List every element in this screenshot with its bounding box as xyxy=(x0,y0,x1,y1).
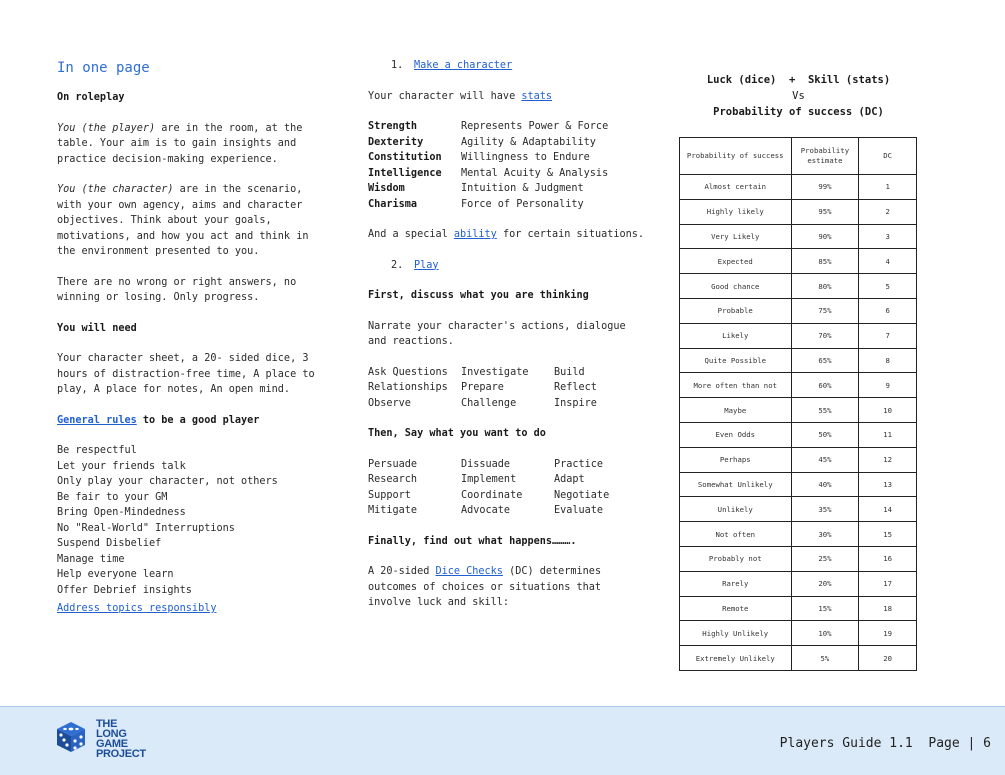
table-cell: Extremely Unlikely xyxy=(680,646,792,671)
table-cell: Probable xyxy=(680,298,792,323)
stat-desc: Intuition & Judgment xyxy=(461,183,584,194)
table-cell: 3 xyxy=(859,224,917,249)
table-cell: 11 xyxy=(859,422,917,447)
word-item: Support xyxy=(368,489,411,501)
table-row xyxy=(680,298,917,323)
table-cell: Remote xyxy=(680,596,792,621)
table-cell: Expected xyxy=(680,249,792,274)
table-cell: 45% xyxy=(791,447,859,472)
word-item: Ask Questions xyxy=(368,366,448,378)
table-cell: 20 xyxy=(859,646,917,671)
table-cell: Somewhat Unlikely xyxy=(680,472,792,497)
table-header-row xyxy=(680,138,917,175)
vs-line: Vs xyxy=(792,90,805,102)
table-cell: 10% xyxy=(791,621,859,646)
logo xyxy=(54,719,146,759)
word-item: Investigate xyxy=(461,366,529,378)
table-row xyxy=(680,348,917,373)
discuss-words xyxy=(368,365,648,412)
rule-item: Be fair to your GM xyxy=(57,491,168,503)
logo-line: THE xyxy=(96,718,118,730)
word-item: Implement xyxy=(461,474,517,485)
stats-intro-text: Your character will have xyxy=(368,90,522,102)
table-cell: Highly Unlikely xyxy=(680,621,792,646)
table-cell: Good chance xyxy=(680,274,792,299)
table-row xyxy=(680,646,917,671)
ability-post: for certain situations. xyxy=(496,229,645,240)
word-item: Negotiate xyxy=(554,489,610,501)
step2-number: 2. xyxy=(391,259,404,271)
stat-desc: Represents Power & Force xyxy=(461,121,609,132)
table-cell: Very Likely xyxy=(680,224,792,249)
table-cell: Highly likely xyxy=(680,199,792,224)
table-cell: 4 xyxy=(859,249,917,274)
ability-pre: And a special xyxy=(368,229,454,240)
table-row xyxy=(680,571,917,596)
table-row xyxy=(680,546,917,571)
table-cell: 2 xyxy=(859,199,917,224)
logo-line: LONG xyxy=(96,728,127,740)
table-cell: Maybe xyxy=(680,398,792,423)
word-item: Challenge xyxy=(461,397,517,409)
table-row xyxy=(680,398,917,423)
probability-heading xyxy=(680,72,917,120)
table-row xyxy=(680,497,917,522)
table-cell: 19 xyxy=(859,621,917,646)
column-header: Probability of success xyxy=(680,138,792,175)
dice-checks-link[interactable]: Dice Checks xyxy=(435,566,503,577)
table-row xyxy=(680,249,917,274)
stat-row xyxy=(368,166,648,182)
table-row xyxy=(680,422,917,447)
rule-item: Let your friends talk xyxy=(57,460,186,472)
table-cell: 40% xyxy=(791,472,859,497)
dice-paragraph xyxy=(368,564,648,611)
word-item: Observe xyxy=(368,397,411,409)
table-cell: 1 xyxy=(859,175,917,200)
table-cell: 75% xyxy=(791,298,859,323)
stat-row xyxy=(368,197,648,213)
step-play xyxy=(368,258,648,274)
table-cell: Not often xyxy=(680,522,792,547)
rules-heading-text: to be a good player xyxy=(136,414,260,426)
roleplay-heading: On roleplay xyxy=(57,92,125,103)
table-cell: 16 xyxy=(859,546,917,571)
rules-list xyxy=(57,443,327,598)
table-cell: 20% xyxy=(791,571,859,596)
table-cell: 15 xyxy=(859,522,917,547)
table-cell: Rarely xyxy=(680,571,792,596)
finally-heading: Finally, find out what happens………. xyxy=(368,535,577,547)
table-cell: 50% xyxy=(791,422,859,447)
dice-icon xyxy=(54,720,88,758)
general-rules-link[interactable]: General rules xyxy=(57,414,137,426)
table-cell: 13 xyxy=(859,472,917,497)
word-item: Practice xyxy=(554,458,604,470)
say-words xyxy=(368,457,648,519)
table-row xyxy=(680,199,917,224)
rule-item: Suspend Disbelief xyxy=(57,538,162,549)
stat-desc: Willingness to Endure xyxy=(461,152,590,163)
word-item: Mitigate xyxy=(368,505,418,516)
middle-column xyxy=(368,58,648,611)
word-item: Reflect xyxy=(554,382,597,393)
say-heading: Then, Say what you want to do xyxy=(368,428,546,439)
make-character-link[interactable]: Make a character xyxy=(414,60,513,71)
stats-link[interactable]: stats xyxy=(521,90,553,102)
rule-item: Bring Open-Mindedness xyxy=(57,507,186,518)
need-heading: You will need xyxy=(57,322,137,334)
luck-skill-line: Luck (dice) + Skill (stats) xyxy=(706,74,891,86)
table-row xyxy=(680,373,917,398)
stat-name: Intelligence xyxy=(368,167,442,179)
table-cell: 7 xyxy=(859,323,917,348)
player-text: are in the room, at the table. Your aim is to gain insights and practice decision-making experience. xyxy=(57,122,303,165)
stat-name: Strength xyxy=(368,121,418,132)
table-cell: Quite Possible xyxy=(680,348,792,373)
stat-desc: Agility & Adaptability xyxy=(461,136,596,148)
table-cell: 9 xyxy=(859,373,917,398)
table-row xyxy=(680,621,917,646)
table-row xyxy=(680,323,917,348)
address-topics-link[interactable]: Address topics responsibly xyxy=(57,603,217,614)
stat-name: Wisdom xyxy=(368,183,405,194)
table-cell: 85% xyxy=(791,249,859,274)
logo-line: GAME xyxy=(96,738,128,750)
table-cell: Even Odds xyxy=(680,422,792,447)
table-row xyxy=(680,447,917,472)
table-cell: Unlikely xyxy=(680,497,792,522)
ability-paragraph xyxy=(368,227,648,243)
page-title: In one page xyxy=(57,60,150,76)
word-item: Adapt xyxy=(554,474,585,485)
table-row xyxy=(680,522,917,547)
table-cell: 6 xyxy=(859,298,917,323)
table-cell: 12 xyxy=(859,447,917,472)
table-cell: 60% xyxy=(791,373,859,398)
need-text: Your character sheet, a 20- sided dice, 3 hours of distraction-free time, A place to play, A place for notes, An open mind. xyxy=(57,353,315,395)
word-item: Evaluate xyxy=(554,505,604,516)
logo-wordmark xyxy=(96,719,146,759)
footer xyxy=(0,706,1005,775)
ability-link[interactable]: ability xyxy=(453,229,497,240)
table-row xyxy=(680,596,917,621)
column-header: Probability estimate xyxy=(791,138,859,175)
column-header: DC xyxy=(859,138,917,175)
stat-row xyxy=(368,150,648,166)
table-cell: 5 xyxy=(859,274,917,299)
word-item: Inspire xyxy=(554,397,597,409)
table-cell: 18 xyxy=(859,596,917,621)
rule-item: No "Real-World" Interruptions xyxy=(57,522,235,534)
play-link[interactable]: Play xyxy=(414,259,439,271)
word-item: Dissuade xyxy=(461,458,511,470)
page-indicator: Players Guide 1.1 Page | 6 xyxy=(779,736,991,751)
table-body xyxy=(680,175,917,671)
table-cell: 70% xyxy=(791,323,859,348)
table-cell: 8 xyxy=(859,348,917,373)
word-item: Relationships xyxy=(368,382,448,393)
left-column xyxy=(57,58,327,617)
table-cell: 80% xyxy=(791,274,859,299)
narrate-text: Narrate your character's actions, dialogue and reactions. xyxy=(368,320,626,347)
table-cell: Almost certain xyxy=(680,175,792,200)
dice-post: (DC) determines outcomes of choices or situations that involve luck and skill: xyxy=(368,566,602,608)
word-item: Coordinate xyxy=(461,489,523,501)
rule-item: Manage time xyxy=(57,553,125,565)
character-text: are in the scenario, with your own agency, aims and character objectives. Think about your goals, motivations, and how you act and think in the environment presented to you. xyxy=(57,184,309,257)
discuss-heading: First, discuss what you are thinking xyxy=(368,290,589,301)
player-paragraph xyxy=(57,121,327,168)
rule-item: Offer Debrief insights xyxy=(57,584,192,596)
table-row xyxy=(680,472,917,497)
table-cell: Perhaps xyxy=(680,447,792,472)
table-cell: Probably not xyxy=(680,546,792,571)
word-item: Persuade xyxy=(368,458,418,470)
table-cell: 14 xyxy=(859,497,917,522)
dc-table xyxy=(679,137,917,671)
word-item: Advocate xyxy=(461,505,511,516)
stat-name: Constitution xyxy=(368,152,442,163)
rule-item: Only play your character, not others xyxy=(57,476,278,487)
stat-row xyxy=(368,119,648,135)
table-cell: 90% xyxy=(791,224,859,249)
step-make-character xyxy=(368,58,648,74)
table-cell: More often than not xyxy=(680,373,792,398)
character-italic: You (the character) xyxy=(57,184,174,195)
stats-list xyxy=(368,119,648,212)
table-cell: 10 xyxy=(859,398,917,423)
stat-name: Charisma xyxy=(368,198,418,210)
table-cell: 95% xyxy=(791,199,859,224)
table-cell: 65% xyxy=(791,348,859,373)
probability-line: Probability of success (DC) xyxy=(713,106,884,118)
stats-intro xyxy=(368,89,648,105)
stat-desc: Force of Personality xyxy=(461,198,584,210)
table-row xyxy=(680,224,917,249)
table-row xyxy=(680,175,917,200)
table-cell: 99% xyxy=(791,175,859,200)
table-row xyxy=(680,274,917,299)
table-cell: 30% xyxy=(791,522,859,547)
player-italic: You (the player) xyxy=(57,122,156,134)
table-cell: 15% xyxy=(791,596,859,621)
stat-row xyxy=(368,181,648,197)
table-cell: Likely xyxy=(680,323,792,348)
no-wrong-answers: There are no wrong or right answers, no winning or losing. Only progress. xyxy=(57,276,297,303)
stat-row xyxy=(368,135,648,151)
table-cell: 25% xyxy=(791,546,859,571)
table-cell: 17 xyxy=(859,571,917,596)
word-item: Research xyxy=(368,474,418,485)
word-item: Prepare xyxy=(461,382,504,393)
table-cell: 55% xyxy=(791,398,859,423)
table-cell: 5% xyxy=(791,646,859,671)
rule-item: Be respectful xyxy=(57,445,137,456)
rule-item: Help everyone learn xyxy=(57,569,174,580)
character-paragraph xyxy=(57,182,327,260)
word-item: Build xyxy=(554,366,585,378)
stat-desc: Mental Acuity & Analysis xyxy=(461,167,609,179)
dice-pre: A 20-sided xyxy=(368,566,436,577)
stat-name: Dexterity xyxy=(368,136,424,148)
table-cell: 35% xyxy=(791,497,859,522)
logo-line: PROJECT xyxy=(96,748,146,760)
rules-heading xyxy=(57,413,327,429)
step1-number: 1. xyxy=(391,60,404,71)
